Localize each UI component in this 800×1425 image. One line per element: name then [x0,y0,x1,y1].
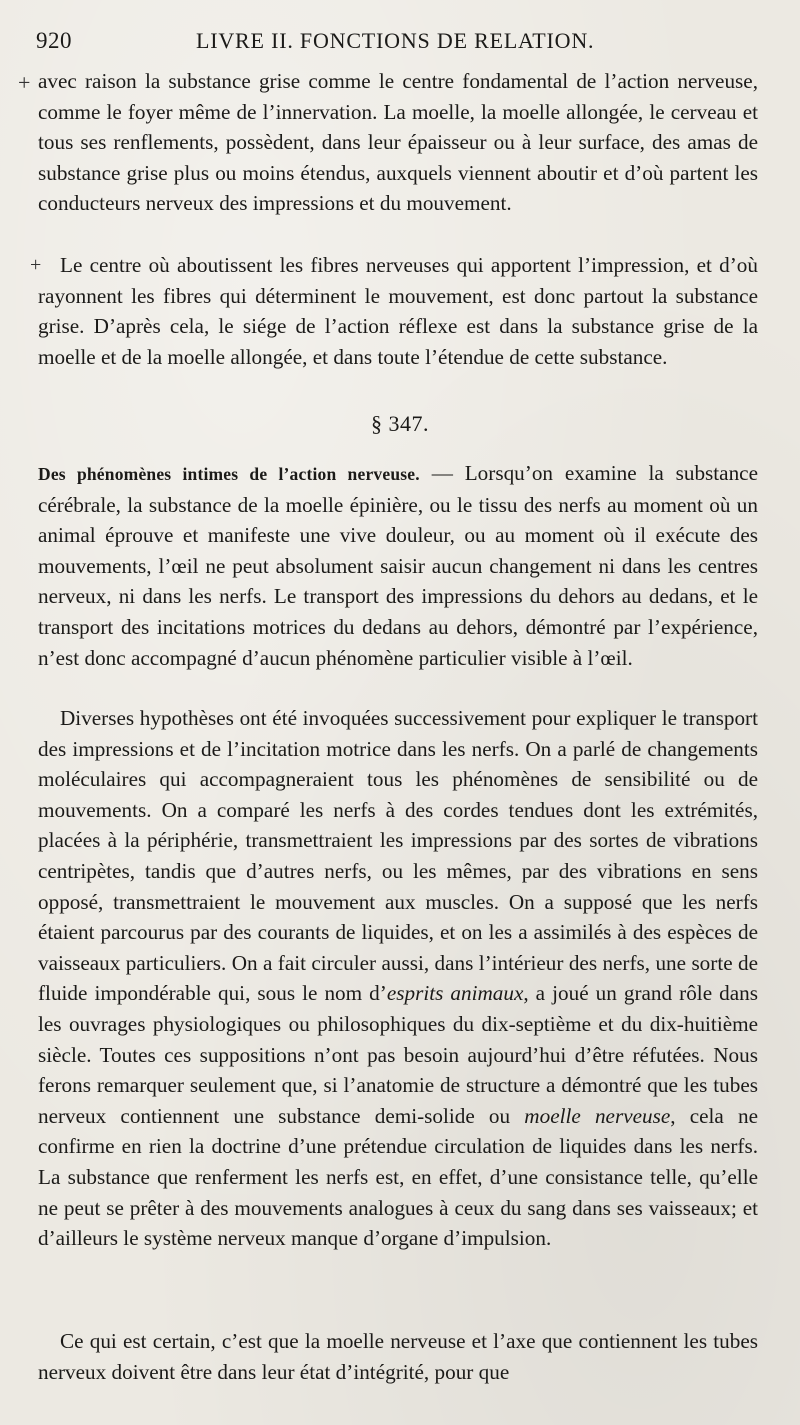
paragraph-text: , cela ne confirme en rien la doctrine d’une prétendue circulation de liquides dans les nerfs. La substance que renferment les nerfs est, en effet, d’une consistance telle, qu’elle ne peut se prêter à des mouvements analogues à ceux du sang dans ses vaisseaux; et d’ailleurs le système nerveux manque d’organe d’impulsion. [38,1103,758,1251]
paragraph-text: avec raison la substance grise comme le centre fondamental de l’action nerveuse, comme le foyer même de l’innervation. La moelle, la moelle allongée, le cerveau et tous ses renflements, possèdent, dans leur épaisseur ou à leur surface, des amas de substance grise plus ou moins étendus, auxquels viennent aboutir et d’où partent les conducteurs nerveux des impressions et du mouvement. [38,69,758,216]
running-head: LIVRE II. FONCTIONS DE RELATION. [196,28,595,53]
italic-term: moelle nerveuse [524,1103,671,1128]
paragraph-text: Le centre où aboutissent les fibres nerveuses qui apportent l’impression, et d’où rayonnent les fibres qui déterminent le mouvement, est donc partout la substance grise. D’après cela, le siége de l’action réflexe est dans la substance grise de la moelle et de la moelle allongée, et dans toute l’étendue de cette substance. [38,253,758,369]
paragraph [38,66,758,219]
paragraph-text: Ce qui est certain, c’est que la moelle nerveuse et l’axe que contiennent les tubes nerveux doivent être dans leur état d’intégrité, pour que [38,1329,758,1384]
paragraph [38,1326,758,1387]
page-number: 920 [36,28,72,53]
paragraph [38,250,758,372]
margin-annotation-mark: + [30,254,42,276]
paragraph [38,458,758,673]
italic-term: esprits animaux [386,981,524,1006]
paragraph-text: — Lorsqu’on examine la substance cérébrale, la substance de la moelle épinière, ou le tissu des nerfs au moment où un animal éprouve et manifeste une vive douleur, ou au moment où il exécute des mouvements, l’œil ne peut absolument saisir aucun changement ni dans les centres nerveux, ni dans les nerfs. Le transport des impressions du dehors au dedans, et le transport des incitations motrices du dedans au dehors, démontré par l’expérience, n’est donc accompagné d’aucun phénomène particulier visible à l’œil. [38,461,758,670]
paragraph-text: Diverses hypothèses ont été invoquées successivement pour expliquer le transport des impressions et de l’incitation motrice dans les nerfs. On a parlé de changements moléculaires qui accompagneraient tous les phénomènes de sensibilité ou de mouvements. On a comparé les nerfs à des cordes tendues dont les extrémités, placées à la périphérie, transmettraient les impressions par des sortes de vibrations centripètes, tandis que d’autres nerfs, ou les mêmes, par des vibrations en sens opposé, transmettraient le mouvement aux muscles. On a supposé que les nerfs étaient parcourus par des courants de liquides, et on les a assimilés à des espèces de vaisseaux particuliers. On a fait circuler aussi, dans l’intérieur des nerfs, une sorte de fluide impondérable qui, sous le nom d’ [38,706,758,1006]
section-number: § 347. [371,411,429,436]
margin-annotation-mark: + [18,70,31,95]
paragraph [38,703,758,1254]
paragraph-text: , a joué un grand rôle dans les ouvrages physiologiques ou philosophiques du dix-septième et du dix-huitième siècle. Toutes ces suppositions n’ont pas besoin aujourd’hui d’être réfutées. Nous ferons remarquer seulement que, si l’anatomie de structure a démontré que les tubes nerveux contiennent une substance demi-solide ou [38,981,758,1128]
page-header [36,28,760,62]
section-heading: Des phénomènes intimes de l’action nerveuse. [38,464,420,484]
